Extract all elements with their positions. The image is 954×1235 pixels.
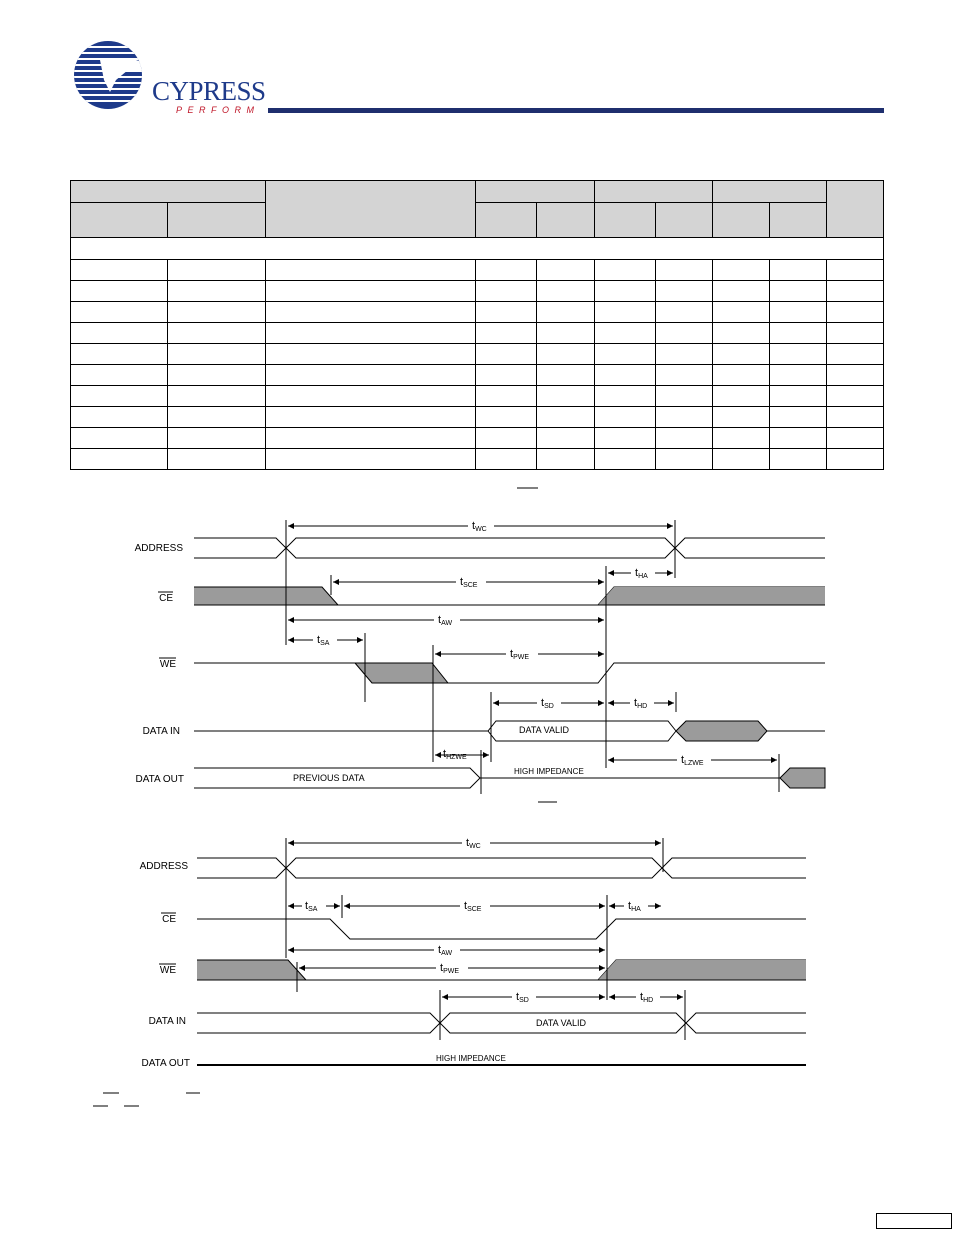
table-cell <box>476 386 537 407</box>
label-thzwe: tHZWE <box>443 748 467 761</box>
table-cell <box>595 386 656 407</box>
table-cell <box>595 323 656 344</box>
table-cell <box>168 428 266 449</box>
label-tlzwe: tLZWE <box>681 754 704 767</box>
table-row <box>71 302 884 323</box>
cypress-globe-icon <box>70 40 154 110</box>
header-cell <box>537 203 595 238</box>
table-cell <box>168 260 266 281</box>
table-cell <box>770 449 827 470</box>
label-data-valid: DATA VALID <box>536 1018 587 1028</box>
table-cell <box>168 386 266 407</box>
table-cell <box>656 386 713 407</box>
write-cycle-timing-diagram-2 <box>0 825 954 1075</box>
table-cell <box>656 407 713 428</box>
table-cell <box>71 386 168 407</box>
data-in-waveform <box>197 1013 806 1033</box>
header-cell <box>713 181 827 203</box>
header-cell <box>595 203 656 238</box>
table-cell <box>476 323 537 344</box>
table-cell <box>827 260 884 281</box>
label-tpwe: tPWE <box>510 648 530 661</box>
table-cell <box>476 365 537 386</box>
cypress-tagline: PERFORM <box>176 105 260 115</box>
table-cell <box>168 365 266 386</box>
table-cell <box>71 323 168 344</box>
header-cell <box>713 203 770 238</box>
table-section-row <box>71 238 884 260</box>
table-cell <box>266 302 476 323</box>
table-row <box>71 323 884 344</box>
table-cell <box>168 407 266 428</box>
label-high-impedance: HIGH IMPEDANCE <box>514 767 584 776</box>
table-cell <box>71 407 168 428</box>
table-cell <box>595 302 656 323</box>
table-cell <box>595 281 656 302</box>
table-cell <box>537 260 595 281</box>
table-cell <box>770 344 827 365</box>
table-cell <box>656 428 713 449</box>
switching-characteristics-table <box>70 180 884 470</box>
table-cell <box>713 302 770 323</box>
table-body <box>71 260 884 470</box>
header-cell <box>770 203 827 238</box>
table-cell <box>537 407 595 428</box>
table-cell <box>168 323 266 344</box>
table-cell <box>713 281 770 302</box>
label-twc: tWC <box>472 520 487 533</box>
table-cell <box>71 428 168 449</box>
table-cell <box>770 302 827 323</box>
header-cell <box>71 181 266 203</box>
table-cell <box>476 407 537 428</box>
table-cell <box>476 449 537 470</box>
table-cell <box>770 281 827 302</box>
table-cell <box>537 281 595 302</box>
table-cell <box>827 323 884 344</box>
table-cell <box>713 260 770 281</box>
ce-waveform <box>194 587 825 605</box>
table-row <box>71 386 884 407</box>
table-cell <box>770 323 827 344</box>
table-row <box>71 407 884 428</box>
table-cell <box>595 449 656 470</box>
signal-label-data-out: DATA OUT <box>135 774 184 785</box>
header-rule <box>268 108 884 113</box>
table-cell <box>266 386 476 407</box>
table-cell <box>713 386 770 407</box>
table-cell <box>827 344 884 365</box>
table-cell <box>656 344 713 365</box>
signal-label-data-in: DATA IN <box>142 726 180 737</box>
table-row <box>71 449 884 470</box>
table-cell <box>713 428 770 449</box>
label-tha: tHA <box>628 900 641 913</box>
table-cell <box>476 260 537 281</box>
header-cell <box>476 181 595 203</box>
header-cell <box>656 203 713 238</box>
table-cell <box>266 260 476 281</box>
table-cell <box>537 386 595 407</box>
table-cell <box>476 344 537 365</box>
table-cell <box>71 449 168 470</box>
table-cell <box>266 428 476 449</box>
header-cell <box>71 203 168 238</box>
table-row <box>71 365 884 386</box>
caption-overbar-2 <box>0 795 954 810</box>
table-cell <box>595 428 656 449</box>
table-cell <box>266 449 476 470</box>
table-cell <box>71 302 168 323</box>
section-cell <box>71 238 884 260</box>
label-previous-data: PREVIOUS DATA <box>293 773 365 783</box>
label-tsce: tSCE <box>464 900 482 913</box>
signal-label-address: ADDRESS <box>139 861 188 872</box>
table-cell <box>168 449 266 470</box>
header-cell <box>266 181 476 238</box>
table-cell <box>713 407 770 428</box>
table-cell <box>827 428 884 449</box>
page-number-box <box>876 1213 952 1229</box>
signal-label-we: WE <box>159 659 176 670</box>
table-cell <box>71 344 168 365</box>
table-cell <box>537 302 595 323</box>
table-cell <box>266 344 476 365</box>
cypress-wordmark: CYPRESS <box>152 76 266 106</box>
table-cell <box>537 449 595 470</box>
table-cell <box>595 344 656 365</box>
label-tpwe: tPWE <box>440 962 460 975</box>
ce-waveform <box>197 919 806 939</box>
data-out-waveform <box>194 768 825 788</box>
table-cell <box>476 281 537 302</box>
label-tsd: tSD <box>541 697 554 710</box>
table-cell <box>656 323 713 344</box>
write-cycle-timing-diagram-1 <box>0 500 954 810</box>
table-cell <box>770 407 827 428</box>
label-tsce: tSCE <box>460 576 478 589</box>
table-cell <box>770 428 827 449</box>
table-row <box>71 281 884 302</box>
table-cell <box>476 428 537 449</box>
table-cell <box>827 449 884 470</box>
notes-overbars <box>0 1085 954 1115</box>
table-cell <box>537 323 595 344</box>
table-cell <box>476 302 537 323</box>
table-cell <box>168 302 266 323</box>
table-cell <box>266 281 476 302</box>
table-cell <box>827 407 884 428</box>
table-cell <box>827 302 884 323</box>
header-cell <box>168 203 266 238</box>
we-waveform <box>194 663 825 683</box>
signal-label-data-in: DATA IN <box>148 1016 186 1027</box>
table-cell <box>168 281 266 302</box>
table-cell <box>266 407 476 428</box>
label-tha: tHA <box>635 567 648 580</box>
caption-overbar-1 <box>0 480 954 500</box>
table-cell <box>656 365 713 386</box>
table-cell <box>827 386 884 407</box>
table-cell <box>770 386 827 407</box>
header-cell <box>476 203 537 238</box>
table-cell <box>537 344 595 365</box>
label-tsd: tSD <box>516 991 529 1004</box>
address-waveform <box>194 538 825 558</box>
signal-label-address: ADDRESS <box>134 543 183 554</box>
label-tsa: tSA <box>317 634 330 647</box>
label-taw: tAW <box>438 614 453 627</box>
address-waveform <box>197 858 806 878</box>
table-row <box>71 344 884 365</box>
table-cell <box>713 365 770 386</box>
header-cell <box>827 181 884 238</box>
header-cell <box>595 181 713 203</box>
table-cell <box>595 260 656 281</box>
table-cell <box>770 260 827 281</box>
label-taw: tAW <box>438 944 453 957</box>
signal-label-data-out: DATA OUT <box>141 1058 190 1069</box>
label-data-valid: DATA VALID <box>519 725 570 735</box>
table-row <box>71 428 884 449</box>
label-high-impedance: HIGH IMPEDANCE <box>436 1054 506 1063</box>
table-row <box>71 260 884 281</box>
label-thd: tHD <box>640 991 654 1004</box>
table-cell <box>595 365 656 386</box>
table-cell <box>713 449 770 470</box>
table-cell <box>266 323 476 344</box>
table-header-row <box>71 181 884 203</box>
label-twc: tWC <box>466 837 481 850</box>
table-cell <box>656 449 713 470</box>
we-waveform <box>197 960 806 980</box>
table-cell <box>656 281 713 302</box>
table-cell <box>827 281 884 302</box>
table-cell <box>71 365 168 386</box>
signal-label-we: WE <box>159 965 176 976</box>
label-thd: tHD <box>634 697 648 710</box>
table-cell <box>537 428 595 449</box>
table-cell <box>71 260 168 281</box>
table-cell <box>168 344 266 365</box>
table-cell <box>71 281 168 302</box>
table-cell <box>266 365 476 386</box>
label-tsa: tSA <box>305 900 318 913</box>
table-subheader-row <box>71 203 884 238</box>
table-cell <box>713 344 770 365</box>
table-cell <box>770 365 827 386</box>
table-cell <box>827 365 884 386</box>
table-cell <box>656 302 713 323</box>
signal-label-ce: CE <box>162 914 176 925</box>
table-cell <box>595 407 656 428</box>
table-cell <box>656 260 713 281</box>
table-cell <box>537 365 595 386</box>
data-in-waveform <box>194 721 825 741</box>
table-cell <box>713 323 770 344</box>
signal-label-ce: CE <box>159 593 173 604</box>
